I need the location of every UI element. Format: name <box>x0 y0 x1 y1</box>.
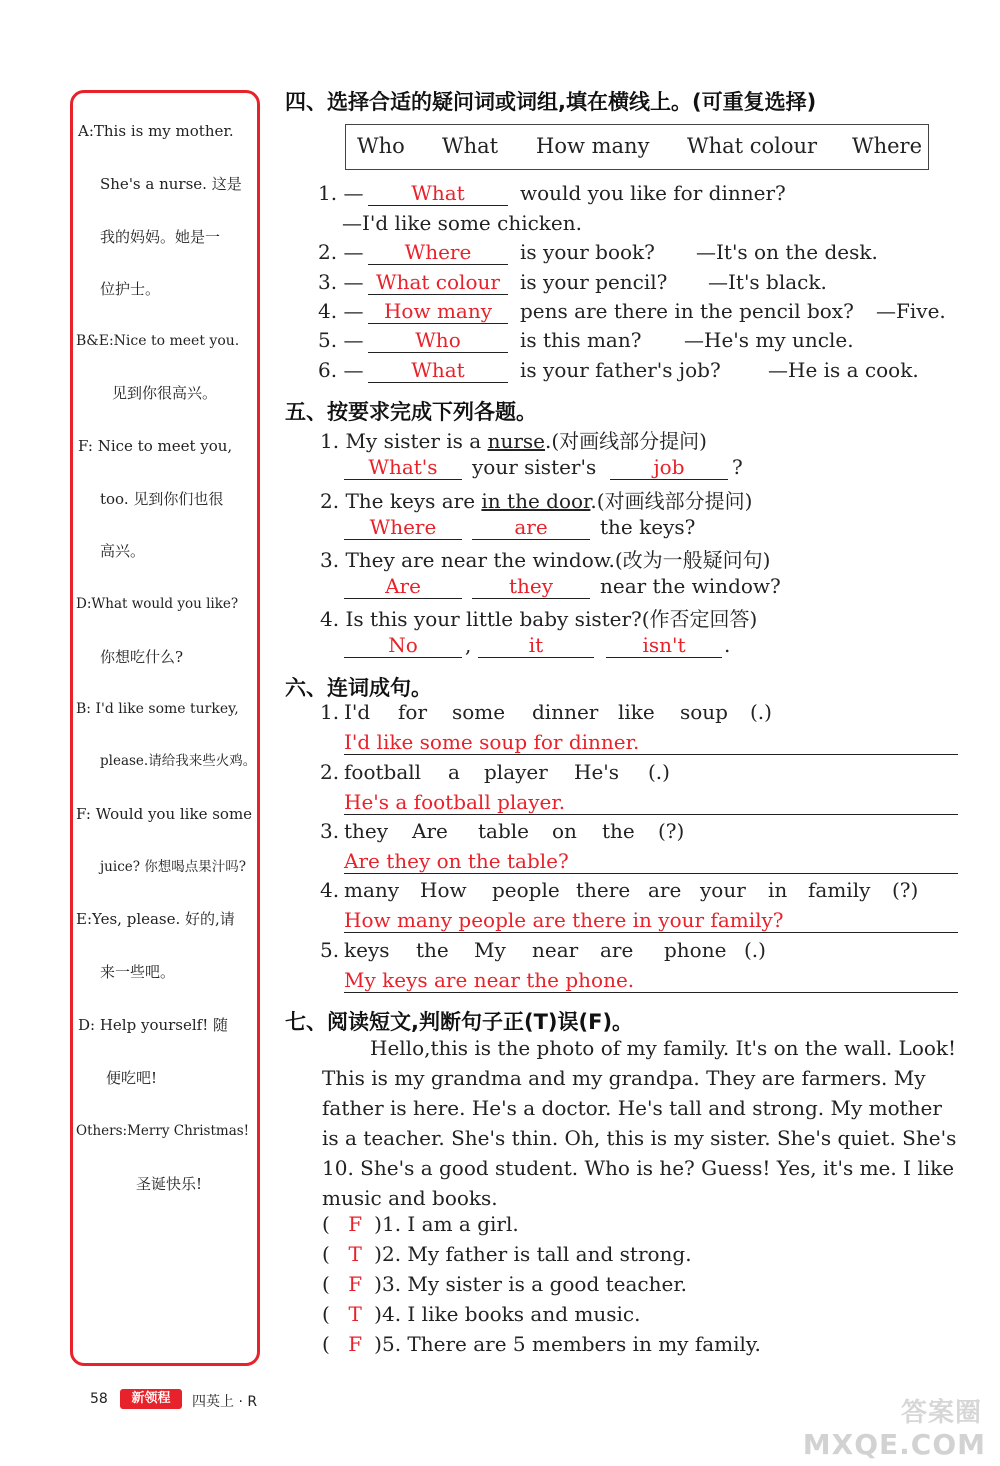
question-line <box>320 485 752 514</box>
answer-blank[interactable]: they <box>472 574 590 599</box>
sidebar-line: D: Help yourself! 随 <box>78 1016 229 1034</box>
item-number: 2. <box>320 760 340 784</box>
answer-line[interactable]: My keys are near the phone. <box>344 968 958 993</box>
question-text: is your book? <box>520 240 655 264</box>
tf-statement: )2. My father is tall and strong. <box>374 1242 692 1266</box>
question-text: the keys? <box>600 515 696 539</box>
answer-blank[interactable]: Where <box>344 515 462 540</box>
open-paren: ( <box>322 1272 330 1296</box>
item-number: 3. <box>320 819 340 843</box>
question-text: . <box>724 633 731 657</box>
question-number: 6. — <box>318 358 364 382</box>
answer-blank[interactable]: How many <box>368 299 508 324</box>
answer-blank[interactable]: it <box>478 633 594 658</box>
sidebar-line: She's a nurse. 这是 <box>100 175 242 193</box>
answer-blank[interactable]: isn't <box>606 633 722 658</box>
section4-title: 四、选择合适的疑问词或词组,填在横线上。(可重复选择) <box>285 90 817 114</box>
question-reply: —He is a cook. <box>768 358 919 382</box>
open-paren: ( <box>322 1302 330 1326</box>
sidebar-line: A:This is my mother. <box>78 122 234 140</box>
question-number: 4. — <box>318 299 364 323</box>
word-token: they <box>344 819 389 843</box>
sidebar-line: too. 见到你们也很 <box>100 490 224 508</box>
word-token: many <box>344 878 400 902</box>
question-text: would you like for dinner? <box>520 181 786 205</box>
sidebar-line: F: Nice to meet you, <box>78 437 233 455</box>
word-token: He's <box>574 760 620 784</box>
open-paren: ( <box>322 1242 330 1266</box>
answer-blank[interactable]: What <box>368 358 508 383</box>
word-token: (.) <box>750 700 772 724</box>
question-text: your sister's <box>472 455 597 479</box>
book-label: 四英上 · R <box>192 1394 258 1410</box>
answer-line[interactable]: How many people are there in your family? <box>344 908 958 933</box>
word-bank-item: What <box>442 134 499 158</box>
word-token: phone <box>664 938 727 962</box>
word-token: near <box>532 938 579 962</box>
sidebar-line: 见到你很高兴。 <box>112 384 218 402</box>
answer-blank[interactable]: What's <box>344 455 462 480</box>
tf-answer[interactable]: T <box>348 1242 362 1266</box>
answer-blank[interactable]: No <box>344 633 462 658</box>
item-number: 5. <box>320 938 340 962</box>
tf-answer[interactable]: F <box>348 1212 363 1236</box>
question-instruction: .(对画线部分提问) <box>545 429 707 453</box>
tf-statement: )5. There are 5 members in my family. <box>374 1332 761 1356</box>
tf-item <box>322 1272 687 1296</box>
question-number: 3. — <box>318 270 364 294</box>
word-token: (?) <box>892 878 919 902</box>
item-number: 1. <box>320 700 340 724</box>
question-line <box>320 425 707 454</box>
tf-statement: )3. My sister is a good teacher. <box>374 1272 688 1296</box>
tf-item <box>322 1242 692 1266</box>
tf-item <box>322 1212 519 1236</box>
question-text: near the window? <box>600 574 781 598</box>
word-token: like <box>618 700 655 724</box>
tf-answer[interactable]: F <box>348 1272 363 1296</box>
word-bank-item: Who <box>357 134 405 158</box>
section7-title: 七、阅读短文,判断句子正(T)误(F)。 <box>285 1010 634 1034</box>
word-token: in <box>768 878 788 902</box>
watermark-logo: 答案圈 <box>900 1398 982 1428</box>
tf-statement: )1. I am a girl. <box>374 1212 519 1236</box>
answer-blank[interactable]: job <box>610 455 728 480</box>
word-bank-item: What colour <box>687 134 818 158</box>
answer-line[interactable]: He's a football player. <box>344 790 958 815</box>
sidebar-line: Others:Merry Christmas! <box>76 1123 250 1139</box>
section5-title: 五、按要求完成下列各题。 <box>285 400 537 424</box>
question-line: 4. Is this your little baby sister?(作否定回答) <box>320 607 758 631</box>
question-text: is this man? <box>520 328 642 352</box>
word-token: people <box>492 878 560 902</box>
underlined-part: in the door <box>481 489 591 513</box>
sidebar-line: E:Yes, please. 好的,请 <box>76 910 235 928</box>
word-token: a <box>448 760 460 784</box>
open-paren: ( <box>322 1212 330 1236</box>
word-token: some <box>452 700 506 724</box>
word-token: How <box>420 878 467 902</box>
word-token: on <box>552 819 577 843</box>
answer-blank[interactable]: Where <box>368 240 508 265</box>
word-token: the <box>416 938 449 962</box>
word-token: are <box>600 938 634 962</box>
answer-blank[interactable]: are <box>472 515 590 540</box>
word-token: football <box>344 760 422 784</box>
sidebar-line: 便吃吧! <box>106 1069 158 1087</box>
question-text: is your father's job? <box>520 358 721 382</box>
word-token: I'd <box>344 700 371 724</box>
tf-item <box>322 1302 640 1326</box>
sidebar-line: B&E:Nice to meet you. <box>76 333 240 349</box>
word-token: for <box>398 700 428 724</box>
word-token: dinner <box>532 700 599 724</box>
underlined-part: nurse <box>487 429 546 453</box>
sidebar-line: D:What would you like? <box>76 596 239 612</box>
word-bank-item: Where <box>852 134 923 158</box>
section6-title: 六、连词成句。 <box>285 676 432 700</box>
question-text: ? <box>732 455 743 479</box>
question-instruction: .(对画线部分提问) <box>590 489 753 513</box>
question-reply: —Five. <box>876 299 946 323</box>
tf-answer[interactable]: T <box>348 1302 362 1326</box>
word-token: table <box>478 819 529 843</box>
sidebar-line: 我的妈妈。她是一 <box>100 228 221 246</box>
word-bank-item: How many <box>536 134 650 158</box>
sidebar-line: 高兴。 <box>100 542 146 560</box>
word-token: (?) <box>658 819 685 843</box>
sidebar-line: please.请给我来些火鸡。 <box>100 753 257 769</box>
word-token: your <box>700 878 746 902</box>
answer-blank[interactable]: Are <box>344 574 462 599</box>
sidebar-line: 你想吃什么? <box>100 648 184 666</box>
word-token: Are <box>412 819 448 843</box>
question-reply: —It's black. <box>708 270 827 294</box>
reading-passage: Hello,this is the photo of my family. It's on the wall. Look! This is my grandma and my grandpa. They are farmers. My father is here. He's a doctor. He's tall and strong. My mother is a teacher. She's thin. Oh, this is my sister. She's quiet. She's 10. She's a good student. Who is he? Guess! Yes, it's me. I like music and books. <box>322 1036 957 1210</box>
question-number: 2. — <box>318 240 364 264</box>
item-number: 4. <box>320 878 340 902</box>
sidebar-line: 位护士。 <box>100 280 161 298</box>
word-token: (.) <box>648 760 670 784</box>
question-line: 3. They are near the window.(改为一般疑问句) <box>320 548 771 572</box>
word-token: (.) <box>744 938 766 962</box>
question-text: is your pencil? <box>520 270 668 294</box>
word-token: the <box>602 819 635 843</box>
sidebar-line: juice? 你想喝点果汁吗? <box>100 859 247 875</box>
question-reply: —It's on the desk. <box>696 240 878 264</box>
comma: , <box>465 633 472 657</box>
word-token: player <box>484 760 548 784</box>
question-text: pens are there in the pencil box? <box>520 299 854 323</box>
answer-blank[interactable]: What colour <box>368 270 508 295</box>
tf-statement: )4. I like books and music. <box>374 1302 641 1326</box>
open-paren: ( <box>322 1332 330 1356</box>
word-token: soup <box>680 700 728 724</box>
answer-blank[interactable]: Who <box>368 328 508 353</box>
question-text: 1. My sister is a <box>320 429 488 453</box>
word-token: are <box>648 878 682 902</box>
tf-answer[interactable]: F <box>348 1332 363 1356</box>
tf-item <box>322 1332 761 1356</box>
sidebar-line: 来一些吧。 <box>100 963 176 981</box>
question-number: 1. — <box>318 181 364 205</box>
question-reply: —I'd like some chicken. <box>342 211 582 235</box>
page-number: 58 <box>90 1391 108 1407</box>
word-token: keys <box>344 938 390 962</box>
sidebar-line: B: I'd like some turkey, <box>76 701 239 717</box>
answer-line[interactable]: Are they on the table? <box>344 849 958 874</box>
sidebar-line: 圣诞快乐! <box>136 1175 203 1193</box>
question-reply: —He's my uncle. <box>684 328 854 352</box>
word-token: family <box>808 878 871 902</box>
question-text: 2. The keys are <box>320 489 482 513</box>
word-token: there <box>576 878 631 902</box>
publisher-logo: 新领程 <box>120 1389 182 1409</box>
word-token: My <box>474 938 506 962</box>
watermark-url: MXQE.COM <box>802 1428 986 1461</box>
answer-blank[interactable]: What <box>368 181 508 206</box>
question-number: 5. — <box>318 328 364 352</box>
answer-line[interactable]: I'd like some soup for dinner. <box>344 730 958 755</box>
sidebar-line: F: Would you like some <box>76 805 253 823</box>
